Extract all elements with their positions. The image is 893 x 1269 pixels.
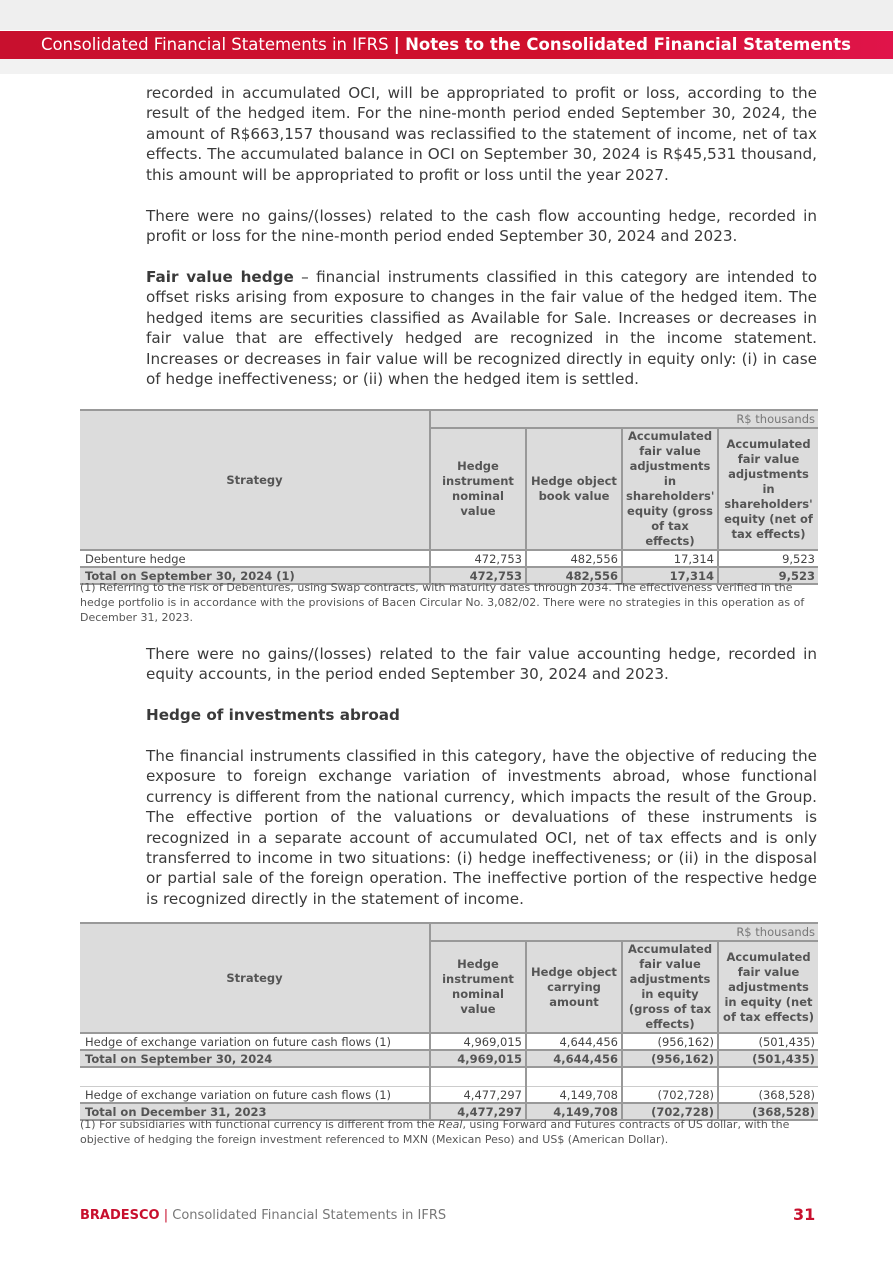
strategy-header: Strategy — [80, 923, 430, 1033]
cell-value: 4,969,015 — [430, 1033, 526, 1050]
table-footnote — [80, 1117, 818, 1147]
cell-value: (702,728) — [622, 1087, 718, 1104]
cell-value: (368,528) — [718, 1087, 818, 1104]
cell-value: (956,162) — [622, 1050, 718, 1067]
footer-separator: | — [163, 1208, 169, 1223]
column-header: Hedge instrument nominal value — [430, 428, 526, 550]
column-header: Accumulated fair value adjustments in equity (gross of tax effects) — [622, 941, 718, 1033]
fair-value-hedge-text: – financial instruments classified in this category are intended to offset risks arising from exposure to changes in the fair value of the hedged item. The hedged items are securities classified as Available for Sale. Increases or decreases in fair value that are effectively hedged are recognized in the income statement. Increases or decreases in fair value will be recognized directly in equity only: (i) in case of hedge ineffectiveness; or (ii) when the hedged item is settled. — [146, 268, 817, 389]
header-title-right: Notes to the Consolidated Financial Statements — [405, 35, 851, 54]
top-margin — [0, 0, 893, 30]
row-label: Hedge of exchange variation on future cash flows (1) — [80, 1087, 430, 1104]
paragraph-investments-abroad: The financial instruments classified in this category, have the objective of reducing the exposure to foreign exchange variation of investments abroad, whose functional currency is different from the national currency, which impacts the result of the Group. The effective portion of the valuations or devaluations of these instruments is recognized in a separate account of accumulated OCI, net of tax effects and is only transferred to income in two situations: (i) hedge ineffectiveness; or (ii) in the disposal or partial sale of the foreign operation. The ineffective portion of the respective hedge is recognized directly in the statement of income. — [146, 747, 817, 908]
footer-title: Consolidated Financial Statements in IFRS — [172, 1208, 447, 1223]
page-number: 31 — [793, 1205, 816, 1224]
cell-value: 472,753 — [430, 550, 526, 567]
row-label: Debenture hedge — [80, 550, 430, 567]
fair-value-hedge-table — [80, 409, 818, 585]
cell-value: 4,644,456 — [526, 1033, 622, 1050]
row-label: Hedge of exchange variation on future cash flows (1) — [80, 1033, 430, 1050]
unit-label: R$ thousands — [430, 923, 818, 941]
brand-logo-text: BRADESCO — [80, 1208, 160, 1223]
cell-value: 17,314 — [622, 567, 718, 584]
column-header: Accumulated fair value adjustments in shareholders' equity (net of tax effects) — [718, 428, 818, 550]
header-subbar — [0, 59, 893, 74]
paragraph-oci: recorded in accumulated OCI, will be appropriated to profit or loss, according to the result of the hedged item. For the nine-month period ended September 30, 2024, the amount of R$663,157 thousand was reclassified to the statement of income, net of tax effects. The accumulated balance in OCI on September 30, 2024 is R$45,531 thousand, this amount will be appropriated to profit or loss until the year 2027. — [146, 84, 817, 184]
footnote-text: , using Forward and Futures contracts of US dollar, with the objective of hedging the foreign investment referenced to MXN (Mexican Peso) and US$ (American Dollar). — [80, 1118, 790, 1146]
investments-abroad-table — [80, 922, 818, 1121]
cell-value: 482,556 — [526, 550, 622, 567]
row-label: Total on December 31, 2023 — [80, 1103, 430, 1120]
cell-value: 4,969,015 — [430, 1050, 526, 1067]
cell-value: 17,314 — [622, 550, 718, 567]
page-header — [0, 31, 893, 59]
column-header: Accumulated fair value adjustments in equity (net of tax effects) — [718, 941, 818, 1033]
table-row — [80, 1087, 818, 1104]
cell-value: (368,528) — [718, 1103, 818, 1120]
table-footnote: (1) Referring to the risk of Debentures, using Swap contracts, with maturity dates through 2034. The effectiveness verified in the hedge portfolio is in accordance with the provisions of Bacen Circular No. 3,082/02. There were no strategies in this operation as of December 31, 2023. — [80, 581, 805, 624]
fair-value-hedge-term: Fair value hedge — [146, 268, 294, 286]
column-header: Hedge instrument nominal value — [430, 941, 526, 1033]
column-header: Hedge object book value — [526, 428, 622, 550]
cell-value: 482,556 — [526, 567, 622, 584]
cell-value: 4,477,297 — [430, 1103, 526, 1120]
table-row — [80, 1033, 818, 1050]
spacer-row — [80, 1067, 818, 1087]
paragraph-cash-flow-hedge: There were no gains/(losses) related to the cash flow accounting hedge, recorded in profit or loss for the nine-month period ended September 30, 2024 and 2023. — [146, 207, 817, 246]
cell-value: (702,728) — [622, 1103, 718, 1120]
page-footer — [80, 1208, 446, 1223]
section-heading: Hedge of investments abroad — [146, 706, 400, 724]
cell-value: 4,477,297 — [430, 1087, 526, 1104]
footnote-italic: Real — [438, 1118, 463, 1131]
table-row — [80, 550, 818, 567]
row-label: Total on September 30, 2024 (1) — [80, 567, 430, 584]
header-separator: | — [393, 35, 400, 54]
paragraph-fair-value-equity: There were no gains/(losses) related to the fair value accounting hedge, recorded in equity accounts, in the period ended September 30, 2024 and 2023. — [146, 645, 817, 684]
paragraph-fair-value-hedge — [146, 267, 817, 389]
unit-label: R$ thousands — [430, 410, 818, 428]
cell-value: (501,435) — [718, 1050, 818, 1067]
footnote-text: (1) For subsidiaries with functional currency is different from the — [80, 1118, 439, 1131]
cell-value: 9,523 — [718, 550, 818, 567]
strategy-header: Strategy — [80, 410, 430, 550]
cell-value: 4,149,708 — [526, 1087, 622, 1104]
row-label: Total on September 30, 2024 — [80, 1050, 430, 1067]
cell-value: 9,523 — [718, 567, 818, 584]
column-header: Hedge object carrying amount — [526, 941, 622, 1033]
total-row — [80, 1050, 818, 1067]
cell-value: 4,149,708 — [526, 1103, 622, 1120]
cell-value: 4,644,456 — [526, 1050, 622, 1067]
cell-value: (956,162) — [622, 1033, 718, 1050]
header-title-left: Consolidated Financial Statements in IFRS — [40, 35, 389, 54]
cell-value: 472,753 — [430, 567, 526, 584]
column-header: Accumulated fair value adjustments in shareholders' equity (gross of tax effects) — [622, 428, 718, 550]
cell-value: (501,435) — [718, 1033, 818, 1050]
